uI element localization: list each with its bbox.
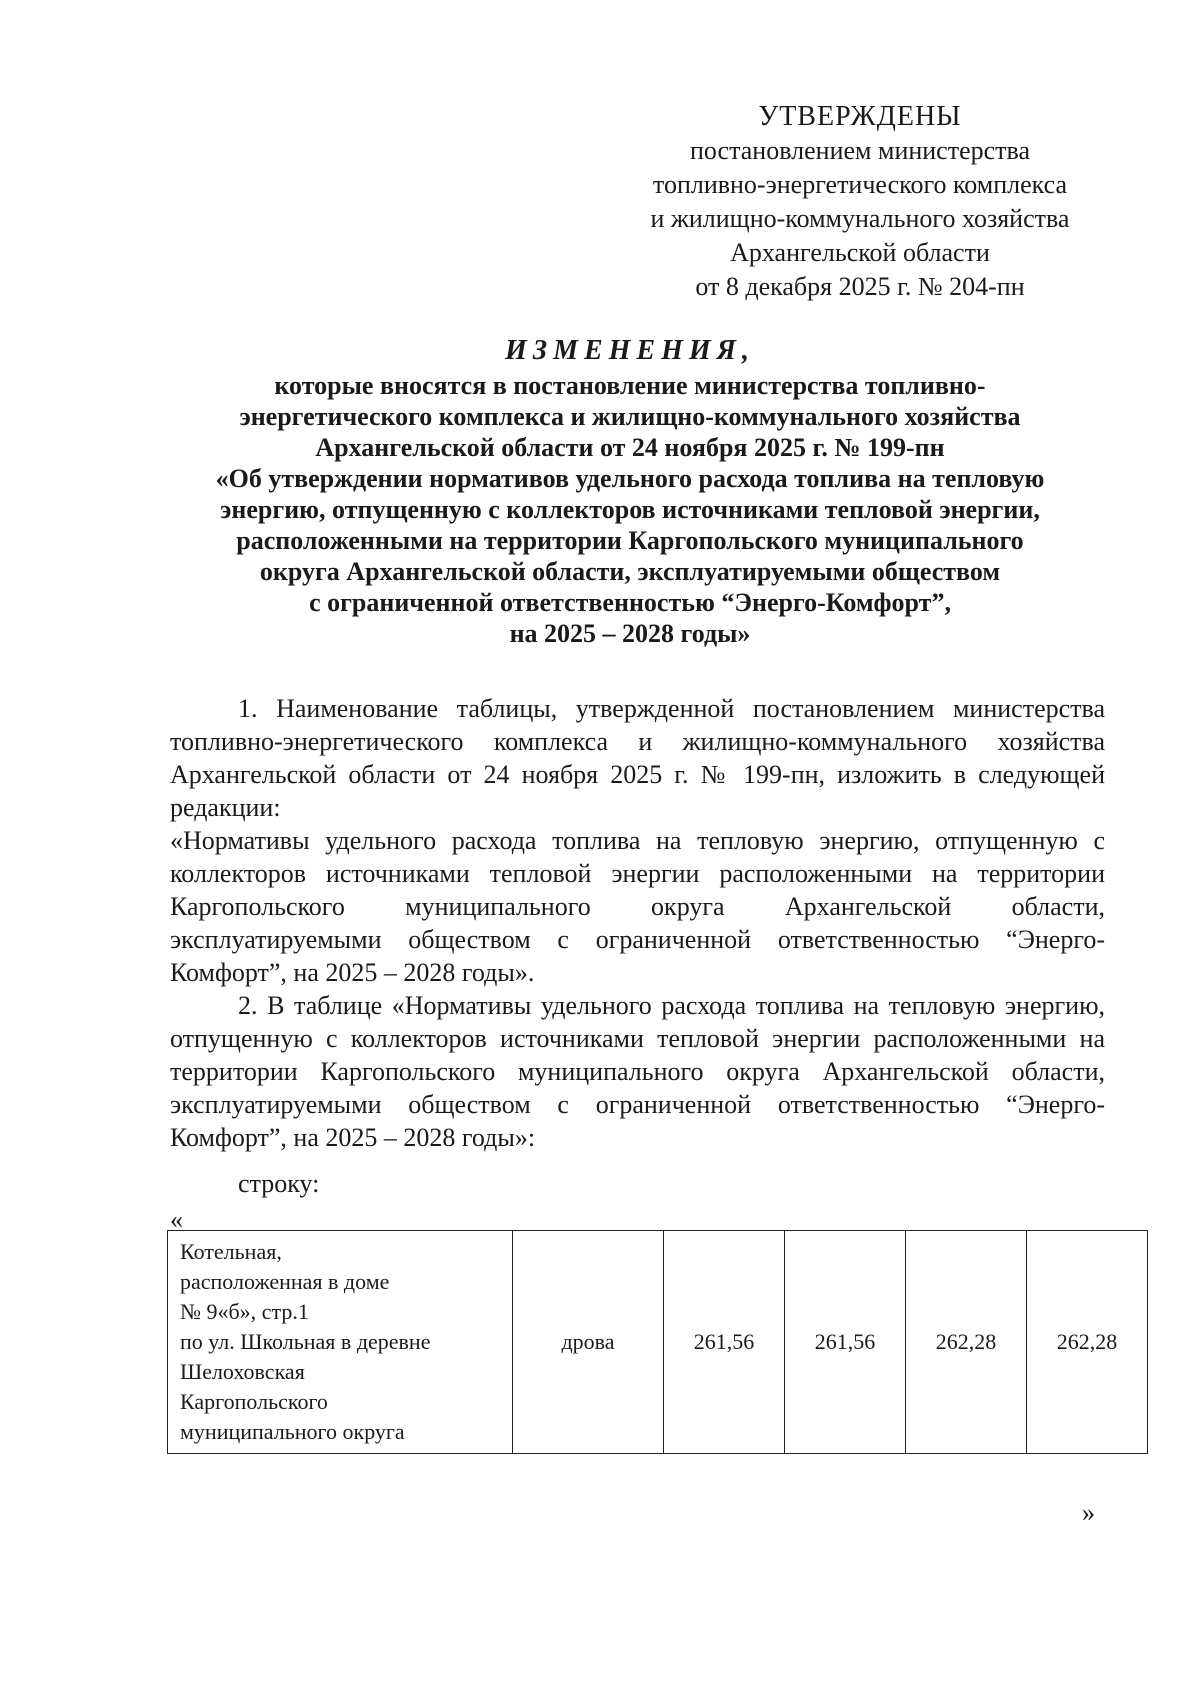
boiler-name-line: муниципального округа <box>180 1419 405 1444</box>
boiler-name-line: Котельная, <box>180 1239 282 1264</box>
approval-title: УТВЕРЖДЕНЫ <box>758 101 962 132</box>
norm-value-cell: 262,28 <box>906 1231 1027 1454</box>
norms-table <box>167 1230 1148 1454</box>
approval-line: топливно-энергетического комплекса <box>652 170 1068 199</box>
body-text <box>170 692 1105 1154</box>
boiler-name-line: Каргопольского <box>180 1389 328 1414</box>
boiler-name-line: по ул. Школьная в деревне <box>180 1329 431 1354</box>
changes-header <box>170 335 1090 649</box>
norm-value-cell: 261,56 <box>664 1231 785 1454</box>
boiler-name-cell <box>168 1231 513 1454</box>
open-quote: « <box>170 1205 183 1234</box>
row-label: строку: <box>238 1169 320 1198</box>
changes-line: с ограниченной ответственностью “Энерго-Комфорт”, <box>309 588 951 617</box>
paragraph-1: 1. Наименование таблицы, утвержденной постановлением министерства топливно-энергетического комплекса и жилищно-коммунального хозяйства Архангельской области от 24 ноября 2025 г. № 199-пн, изложить в следующей редакции: <box>170 694 1105 822</box>
changes-line: энергию, отпущенную с коллекторов источниками тепловой энергии, <box>220 495 1040 524</box>
approval-line: постановлением министерства <box>689 136 1031 165</box>
boiler-name-line: № 9«б», стр.1 <box>180 1299 309 1324</box>
fuel-type-cell: дрова <box>513 1231 664 1454</box>
changes-title: ИЗМЕНЕНИЯ, <box>505 335 755 366</box>
approval-line: Архангельской области <box>730 238 990 267</box>
changes-line: которые вносятся в постановление министерства топливно- <box>274 371 986 400</box>
table-row <box>168 1231 1148 1454</box>
norm-value-cell: 261,56 <box>785 1231 906 1454</box>
changes-line: Архангельской области от 24 ноября 2025 г. № 199-пн <box>315 433 945 462</box>
changes-line: энергетического комплекса и жилищно-коммунального хозяйства <box>239 402 1021 431</box>
boiler-name-line: расположенная в доме <box>180 1269 390 1294</box>
changes-line: на 2025 – 2028 годы» <box>509 619 751 648</box>
norm-value-cell: 262,28 <box>1027 1231 1148 1454</box>
paragraph-2: «Нормативы удельного расхода топлива на тепловую энергию, отпущенную с коллекторов источниками тепловой энергии расположенными на территории Каргопольского муниципального округа Архангельской области, эксплуатируемыми обществом с ограниченной ответственностью “Энерго-Комфорт”, на 2025 – 2028 годы». <box>170 826 1105 987</box>
changes-line: округа Архангельской области, эксплуатируемыми обществом <box>259 557 1001 586</box>
changes-line: расположенными на территории Каргопольского муниципального <box>236 526 1024 555</box>
approval-block <box>620 100 1100 304</box>
paragraph-3: 2. В таблице «Нормативы удельного расхода топлива на тепловую энергию, отпущенную с коллекторов источниками тепловой энергии расположенными на территории Каргопольского муниципального округа Архангельской области, эксплуатируемыми обществом с ограниченной ответственностью “Энерго-Комфорт”, на 2025 – 2028 годы»: <box>170 991 1105 1152</box>
boiler-name-line: Шелоховская <box>180 1359 305 1384</box>
changes-line: «Об утверждении нормативов удельного расхода топлива на тепловую <box>215 464 1045 493</box>
close-quote: » <box>1082 1498 1095 1527</box>
approval-line: и жилищно-коммунального хозяйства <box>650 204 1070 233</box>
approval-line: от 8 декабря 2025 г. № 204-пн <box>695 272 1025 301</box>
